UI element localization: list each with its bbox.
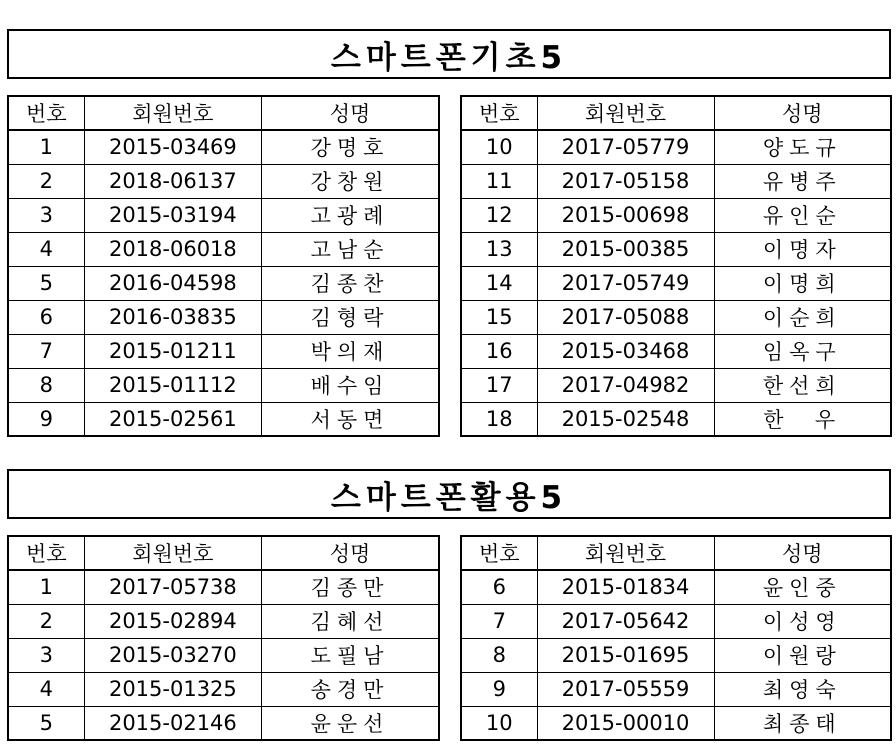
table-row bbox=[461, 368, 891, 402]
header-member-id: 회원번호 bbox=[84, 96, 261, 130]
member-name: 김형락 bbox=[262, 300, 439, 334]
header-number: 번호 bbox=[461, 96, 537, 130]
member-id: 2017-05088 bbox=[537, 300, 714, 334]
table-row bbox=[461, 198, 891, 232]
member-name: 한 우 bbox=[714, 402, 891, 436]
member-id: 2015-02894 bbox=[84, 604, 261, 638]
header-row bbox=[8, 536, 439, 570]
member-id: 2015-01695 bbox=[537, 638, 714, 672]
member-id: 2015-03468 bbox=[537, 334, 714, 368]
header-name: 성명 bbox=[262, 536, 439, 570]
header-row bbox=[461, 536, 891, 570]
member-id: 2015-03469 bbox=[84, 130, 261, 164]
row-number: 5 bbox=[8, 706, 84, 740]
member-id: 2015-00698 bbox=[537, 198, 714, 232]
member-id: 2015-01325 bbox=[84, 672, 261, 706]
member-id: 2017-05559 bbox=[537, 672, 714, 706]
row-number: 18 bbox=[461, 402, 537, 436]
row-number: 13 bbox=[461, 232, 537, 266]
table-row bbox=[8, 570, 439, 604]
member-name: 이명자 bbox=[714, 232, 891, 266]
table-row bbox=[8, 164, 439, 198]
member-id: 2017-05642 bbox=[537, 604, 714, 638]
member-name: 도필남 bbox=[262, 638, 439, 672]
table-row bbox=[8, 232, 439, 266]
row-number: 9 bbox=[461, 672, 537, 706]
table-row bbox=[8, 130, 439, 164]
row-number: 4 bbox=[8, 672, 84, 706]
row-number: 12 bbox=[461, 198, 537, 232]
row-number: 17 bbox=[461, 368, 537, 402]
header-number: 번호 bbox=[461, 536, 537, 570]
header-name: 성명 bbox=[262, 96, 439, 130]
member-name: 유인순 bbox=[714, 198, 891, 232]
member-name: 최종태 bbox=[714, 706, 891, 740]
table-row bbox=[461, 706, 891, 740]
member-id: 2015-00010 bbox=[537, 706, 714, 740]
row-number: 9 bbox=[8, 402, 84, 436]
member-name: 박의재 bbox=[262, 334, 439, 368]
member-id: 2017-05749 bbox=[537, 266, 714, 300]
table-row bbox=[8, 300, 439, 334]
row-number: 10 bbox=[461, 706, 537, 740]
member-id: 2017-04982 bbox=[537, 368, 714, 402]
table-row bbox=[461, 672, 891, 706]
member-id: 2015-00385 bbox=[537, 232, 714, 266]
row-number: 8 bbox=[8, 368, 84, 402]
member-id: 2015-03194 bbox=[84, 198, 261, 232]
row-number: 2 bbox=[8, 604, 84, 638]
member-id: 2017-05779 bbox=[537, 130, 714, 164]
roster-table-basics-right bbox=[460, 95, 892, 437]
roster-table-basics-left bbox=[7, 95, 440, 437]
header-number: 번호 bbox=[8, 536, 84, 570]
member-id: 2017-05738 bbox=[84, 570, 261, 604]
member-id: 2015-03270 bbox=[84, 638, 261, 672]
header-member-id: 회원번호 bbox=[537, 536, 714, 570]
member-id: 2015-02548 bbox=[537, 402, 714, 436]
row-number: 10 bbox=[461, 130, 537, 164]
member-name: 한선희 bbox=[714, 368, 891, 402]
table-row bbox=[8, 638, 439, 672]
row-number: 11 bbox=[461, 164, 537, 198]
member-name: 강명호 bbox=[262, 130, 439, 164]
member-id: 2017-05158 bbox=[537, 164, 714, 198]
section-title-basics: 스마트폰기초5 bbox=[7, 29, 891, 79]
roster-table-advanced-right bbox=[460, 535, 892, 741]
table-row bbox=[8, 334, 439, 368]
member-name: 고광례 bbox=[262, 198, 439, 232]
section-title-advanced: 스마트폰활용5 bbox=[7, 469, 891, 519]
table-row bbox=[461, 570, 891, 604]
table-row bbox=[8, 198, 439, 232]
table-row bbox=[461, 334, 891, 368]
table-row bbox=[8, 266, 439, 300]
member-id: 2015-01211 bbox=[84, 334, 261, 368]
member-name: 유병주 bbox=[714, 164, 891, 198]
row-number: 16 bbox=[461, 334, 537, 368]
roster-table-advanced-left bbox=[7, 535, 440, 741]
table-row bbox=[8, 368, 439, 402]
header-member-id: 회원번호 bbox=[537, 96, 714, 130]
table-row bbox=[461, 164, 891, 198]
member-name: 송경만 bbox=[262, 672, 439, 706]
row-number: 7 bbox=[461, 604, 537, 638]
row-number: 3 bbox=[8, 198, 84, 232]
member-name: 양도규 bbox=[714, 130, 891, 164]
row-number: 7 bbox=[8, 334, 84, 368]
row-number: 15 bbox=[461, 300, 537, 334]
row-number: 1 bbox=[8, 570, 84, 604]
table-row bbox=[8, 672, 439, 706]
table-row bbox=[461, 638, 891, 672]
table-row bbox=[461, 130, 891, 164]
row-number: 8 bbox=[461, 638, 537, 672]
header-number: 번호 bbox=[8, 96, 84, 130]
member-id: 2016-03835 bbox=[84, 300, 261, 334]
row-number: 1 bbox=[8, 130, 84, 164]
member-name: 이순희 bbox=[714, 300, 891, 334]
member-name: 윤운선 bbox=[262, 706, 439, 740]
row-number: 6 bbox=[461, 570, 537, 604]
member-name: 서동면 bbox=[262, 402, 439, 436]
table-row bbox=[461, 402, 891, 436]
row-number: 5 bbox=[8, 266, 84, 300]
table-row bbox=[8, 706, 439, 740]
row-number: 2 bbox=[8, 164, 84, 198]
member-name: 강창원 bbox=[262, 164, 439, 198]
member-name: 김혜선 bbox=[262, 604, 439, 638]
member-id: 2015-02561 bbox=[84, 402, 261, 436]
table-row bbox=[461, 604, 891, 638]
table-row bbox=[461, 300, 891, 334]
table-row bbox=[461, 266, 891, 300]
member-id: 2016-04598 bbox=[84, 266, 261, 300]
row-number: 4 bbox=[8, 232, 84, 266]
member-id: 2015-02146 bbox=[84, 706, 261, 740]
member-name: 이원랑 bbox=[714, 638, 891, 672]
member-name: 김종찬 bbox=[262, 266, 439, 300]
member-id: 2018-06018 bbox=[84, 232, 261, 266]
member-name: 김종만 bbox=[262, 570, 439, 604]
table-row bbox=[8, 402, 439, 436]
member-name: 윤인중 bbox=[714, 570, 891, 604]
table-row bbox=[461, 232, 891, 266]
header-row bbox=[461, 96, 891, 130]
member-name: 임옥구 bbox=[714, 334, 891, 368]
row-number: 6 bbox=[8, 300, 84, 334]
header-name: 성명 bbox=[714, 536, 891, 570]
row-number: 14 bbox=[461, 266, 537, 300]
table-row bbox=[8, 604, 439, 638]
member-id: 2018-06137 bbox=[84, 164, 261, 198]
header-member-id: 회원번호 bbox=[84, 536, 261, 570]
row-number: 3 bbox=[8, 638, 84, 672]
member-id: 2015-01834 bbox=[537, 570, 714, 604]
member-name: 이성영 bbox=[714, 604, 891, 638]
member-name: 배수임 bbox=[262, 368, 439, 402]
member-name: 최영숙 bbox=[714, 672, 891, 706]
header-row bbox=[8, 96, 439, 130]
member-id: 2015-01112 bbox=[84, 368, 261, 402]
member-name: 고남순 bbox=[262, 232, 439, 266]
header-name: 성명 bbox=[714, 96, 891, 130]
member-name: 이명희 bbox=[714, 266, 891, 300]
